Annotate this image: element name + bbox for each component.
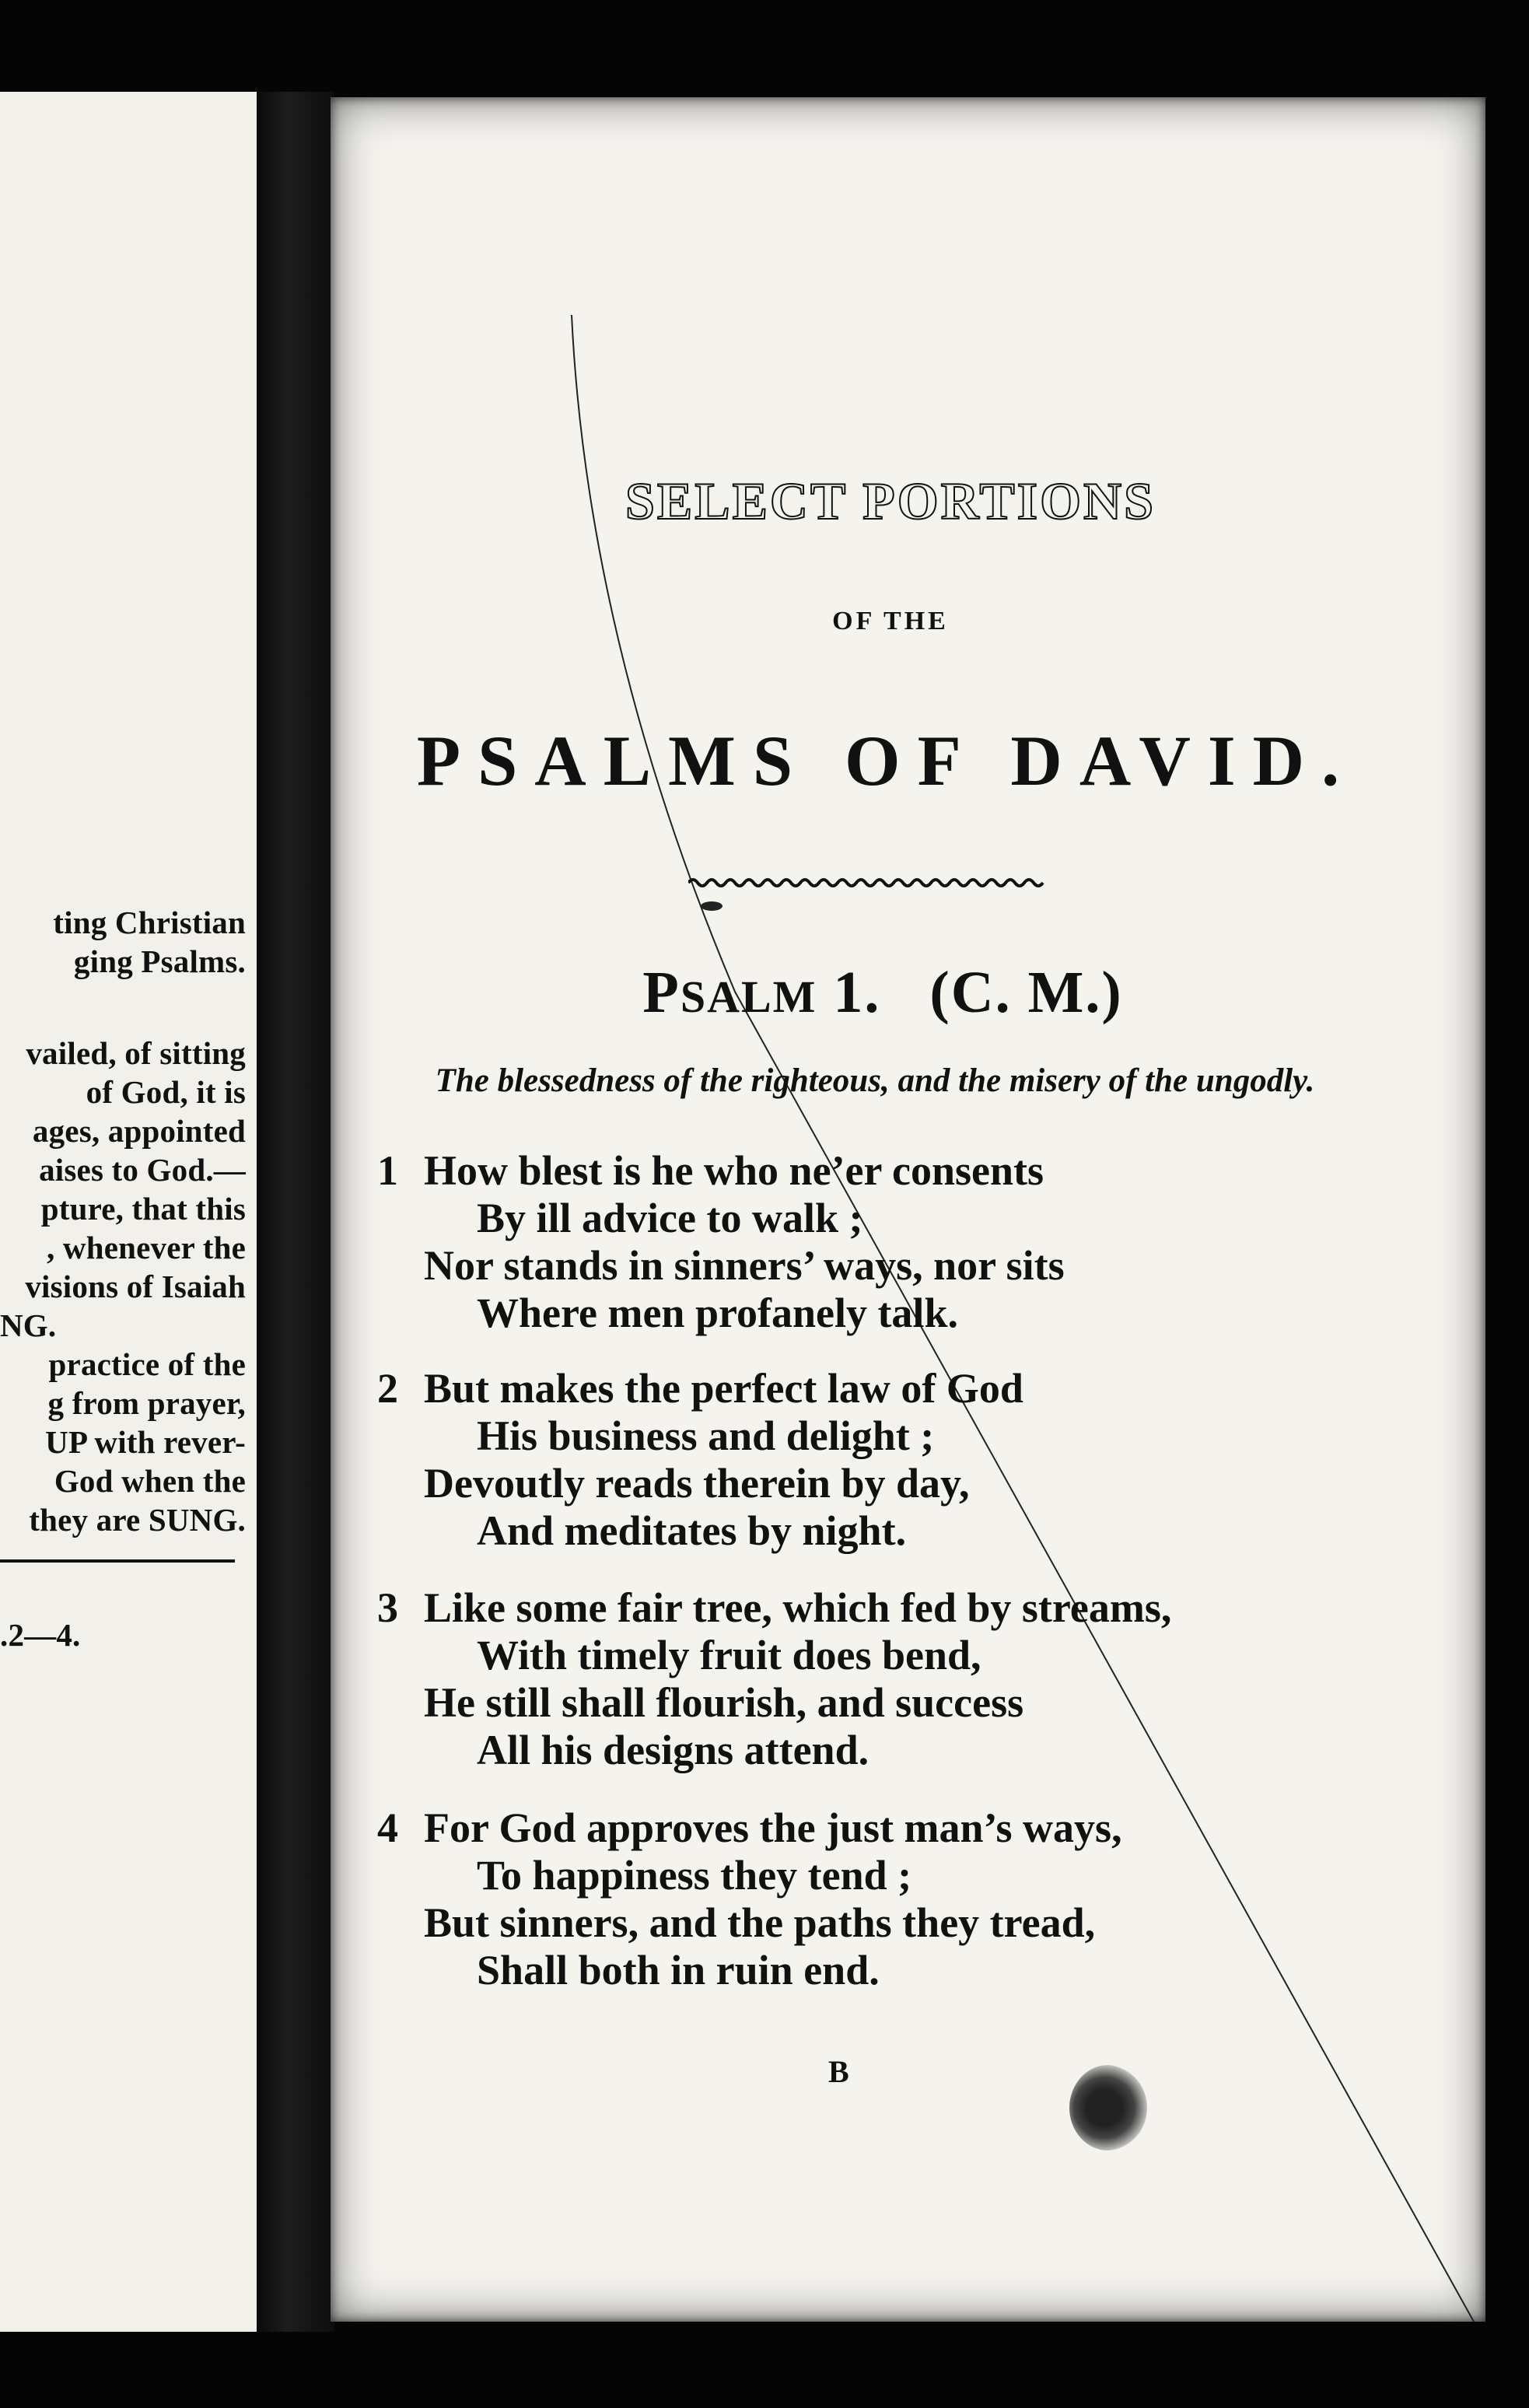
title-of-the: OF THE [832,607,949,635]
left-page-line: , whenever the [47,1230,246,1265]
verse-line: For God approves the just man’s ways, [424,1804,1122,1851]
psalm-heading [486,959,1279,1027]
left-page-line: NG. [0,1307,57,1343]
left-page-rule [0,1559,235,1563]
left-page-line: ging Psalms. [73,943,246,979]
left-page-line: visions of Isaiah [25,1269,246,1304]
verse-2 [377,1365,1349,1555]
verse-3 [377,1584,1349,1774]
signature-mark: B [828,2054,849,2089]
verse-line: Like some fair tree, which fed by streams, [424,1584,1172,1631]
wavy-rule-ornament [688,873,1046,912]
verse-line: With timely fruit does bend, [477,1632,981,1678]
verse-line: Where men profanely talk. [477,1290,958,1336]
left-page-line: vailed, of sitting [26,1035,246,1071]
psalm-heading-smallcaps: SALM [680,971,817,1022]
left-page-line: ting Christian [53,905,246,940]
verse-line: His business and delight ; [477,1412,935,1459]
title-select-portions: SELECT PORTIONS [625,471,1156,530]
verse-line: To happiness they tend ; [477,1852,912,1899]
verse-line: He still shall flourish, and success [424,1679,1024,1726]
left-page-fragment [0,92,257,2332]
verse-line: Nor stands in sinners’ ways, nor sits [424,1242,1065,1289]
left-page-line: pture, that this [40,1191,246,1227]
left-page-line: UP with rever- [45,1424,246,1460]
right-page [331,97,1485,2322]
book-gutter [257,92,334,2332]
verse-number: 4 [377,1804,398,1851]
left-page-line: of God, it is [86,1074,246,1110]
psalm-subtitle: The blessedness of the righteous, and the misery of the ungodly. [435,1062,1315,1099]
verse-line: But makes the perfect law of God [424,1365,1023,1412]
left-page-line: God when the [54,1463,246,1499]
verse-1 [377,1147,1349,1337]
verse-line: All his designs attend. [477,1727,869,1773]
verse-line: By ill advice to walk ; [477,1195,863,1241]
left-page-line: ages, appointed [32,1113,246,1149]
verse-line: And meditates by night. [477,1507,907,1554]
left-page-reference: .2—4. [0,1617,81,1653]
verse-number: 2 [377,1365,398,1412]
verse-line: How blest is he who ne’er consents [424,1147,1044,1194]
verse-4 [377,1804,1349,1994]
title-psalms-of-david: PSALMS OF DAVID. [416,721,1357,800]
verse-number: 3 [377,1584,398,1631]
left-page-line: they are SUNG. [29,1502,246,1538]
verse-number: 1 [377,1147,398,1194]
left-page-line: practice of the [48,1346,246,1382]
ink-blot [1069,2065,1147,2151]
psalm-heading-number: 1. (C. M.) [817,960,1123,1025]
left-page-line: g from prayer, [47,1385,246,1421]
left-page-line: aises to God.— [39,1152,246,1188]
verse-line: Shall both in ruin end. [477,1947,880,1993]
psalm-heading-initial: P [642,960,681,1025]
verse-line: Devoutly reads therein by day, [424,1460,970,1507]
verse-line: But sinners, and the paths they tread, [424,1899,1096,1946]
